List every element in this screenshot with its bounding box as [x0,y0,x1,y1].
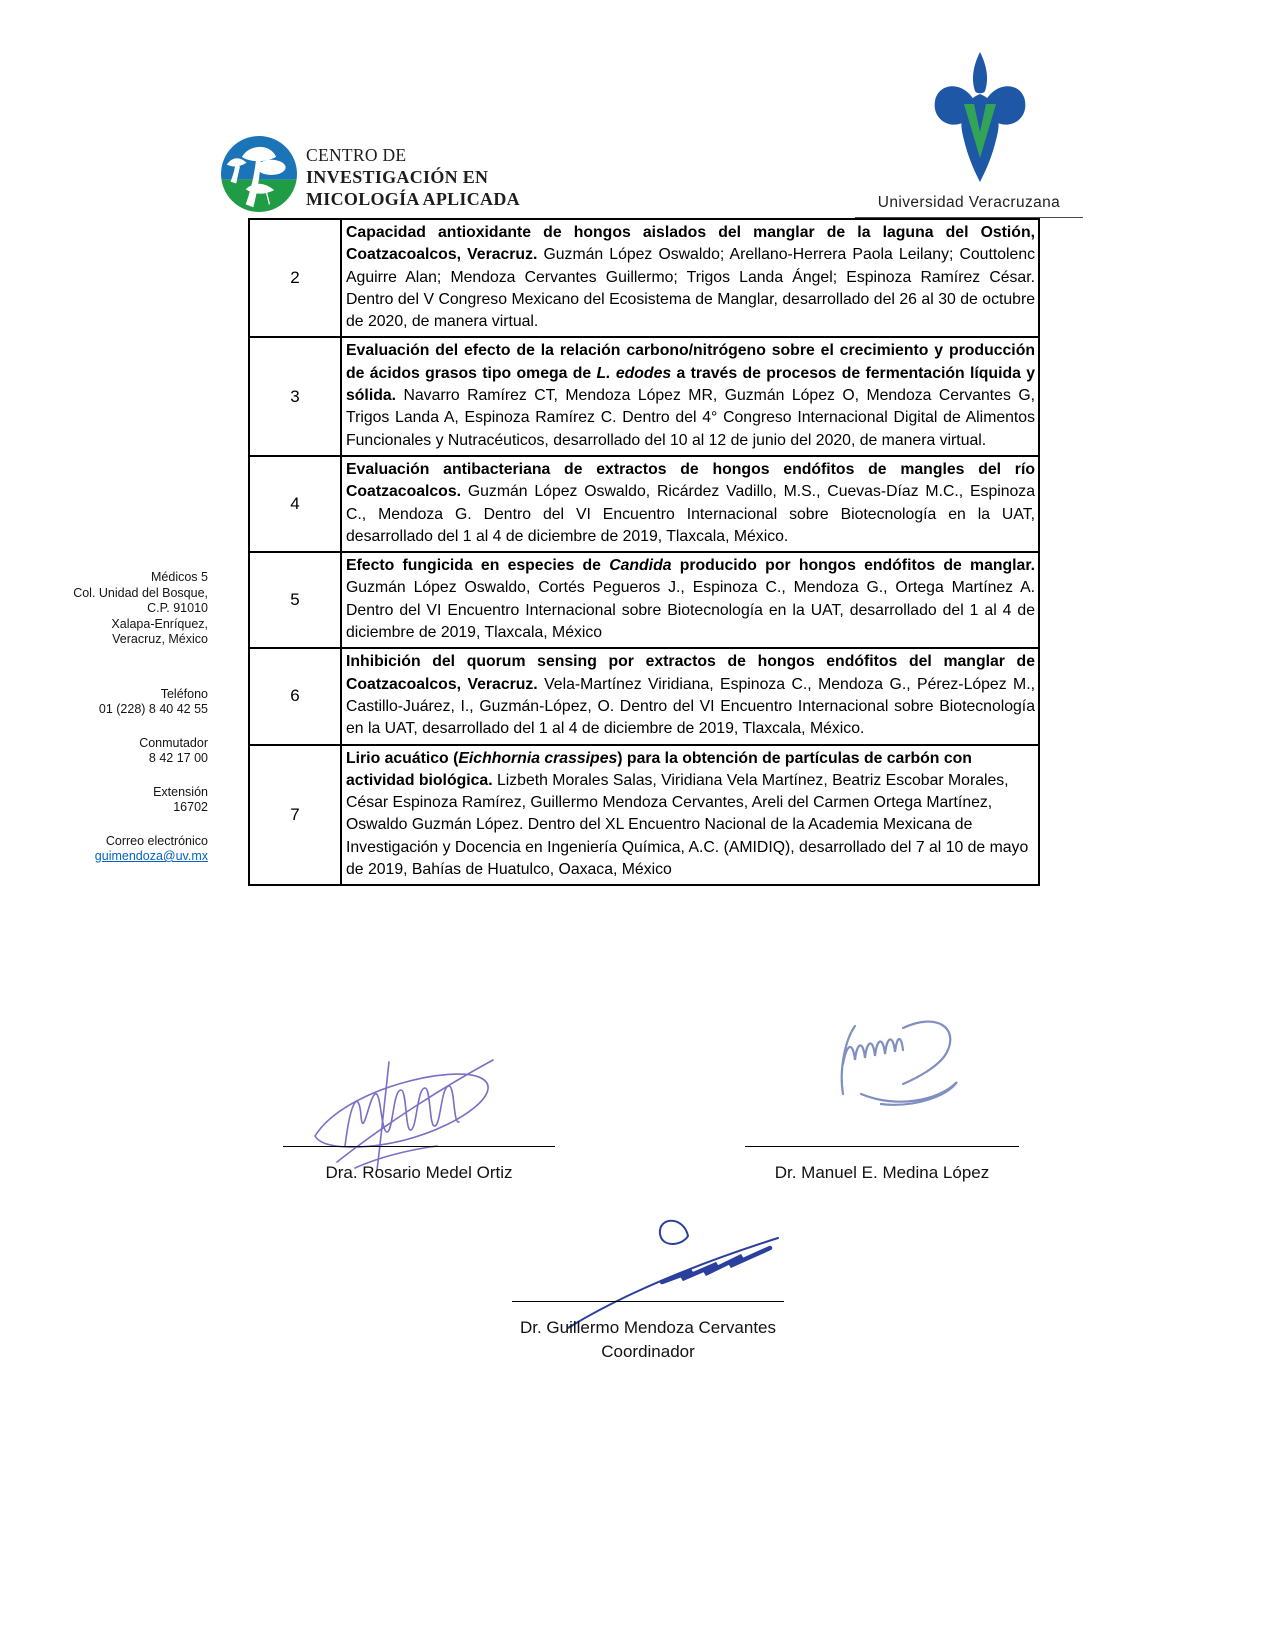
address-line: Xalapa-Enríquez, [111,616,208,631]
entry-title-text: producido por hongos endófitos de manglar. [671,557,1035,575]
table-row [249,552,1039,648]
cima-title-line: INVESTIGACIÓN EN [306,167,489,187]
row-number: 4 [249,456,341,552]
row-number: 3 [249,337,341,455]
entry-title-text: Eichhornia crassipes [458,749,618,767]
entry-detail-text: Lizbeth Morales Salas, Viridiana Vela Martínez, Beatriz Escobar Morales, César Espinoza Ramírez, Guillermo Mendoza Cervantes, Areli del Carmen Ortega Martínez, Oswaldo Guzmán López. Dentro del XL Encuentro Nacional de la Academia Mexicana de Investigación y Docencia en Ingeniería Química, A.C. (AMIDIQ), desarrollado del 7 al 10 de mayo de 2019, Bahías de Huatulco, Oaxaca, México [346,771,1029,879]
signature-line [283,1146,555,1147]
cima-mushroom-logo [221,136,297,212]
entry-title-text: Evaluación antibacteriana de extractos de hongos endófitos de mangles del río Coatzacoalcos. [346,460,1035,501]
publication-entry [341,552,1039,648]
cima-title-line: MICOLOGÍA APLICADA [306,189,520,209]
entry-detail-text: Guzmán López Oswaldo, Cortés Pegueros J., Espinoza C., Mendoza G., Ortega Martínez A. Dentro del VI Encuentro Internacional sobre Biotecnología en la UAT, desarrollado del 1 al 4 de diciembre de 2019, Tlaxcala, México [346,579,1035,642]
row-number: 6 [249,648,341,744]
signature-scribble-manuel [795,998,980,1116]
row-number: 5 [249,552,341,648]
table-row [249,745,1039,886]
entry-title-text: Capacidad antioxidante de hongos aislados del manglar de la laguna del Ostión, Coatzacoalcos, Veracruz. [346,224,1035,264]
table-row [249,219,1039,337]
entry-title-text: Inhibición del quorum sensing por extractos de hongos endófitos del manglar de Coatzacoalcos, Veracruz. [346,653,1035,693]
address-line: C.P. 91010 [147,601,208,615]
signature-block-left [283,1146,555,1183]
entry-title-text: Lirio acuático ( [346,749,459,767]
entry-title-text: Evaluación del efecto de la relación carbono/nitrógeno sobre el crecimiento y producción de ácidos grasos tipo omega de [346,342,1035,382]
publication-entry [341,745,1039,886]
publication-entry [341,337,1039,455]
email-label: Correo electrónico [105,833,208,848]
entry-detail-text: Vela-Martínez Viridiana, Espinoza C., Mendoza G., Pérez-López M., Castillo-Juárez, I., Guzmán-López, O. Dentro del VI Encuentro Internacional sobre Biotecnología en la UAT, desarrollado del 1 al 4 de diciembre de 2019, Tlaxcala, México. [346,675,1035,738]
entry-detail-text: Navarro Ramírez CT, Mendoza López MR, Guzmán López O, Mendoza Cervantes G, Trigos Landa A, Espinoza Ramírez C. Dentro del 4° Congreso Internacional Digital de Alimentos Funcionales y Nutracéuticos, desarrollado del 10 al 12 de junio del 2020, de manera virtual. [346,387,1035,449]
cima-title [306,144,520,210]
switchboard-value: 8 42 17 00 [148,751,208,765]
phone-label: Teléfono [160,686,208,701]
extension-value: 16702 [173,800,208,814]
table-row [249,456,1039,552]
entry-title-text: ) para la obtención de partículas de carbón con actividad biológica. [346,749,972,789]
entry-detail-text: Guzmán López Oswaldo; Arellano-Herrera Paola Leilany; Couttolenc Aguirre Alan; Mendoza Cervantes Guillermo; Trigos Landa Ángel; Espinoza Ramírez César. Dentro del V Congreso Mexicano del Ecosistema de Manglar, desarrollado del 26 al 30 de octubre de 2020, de manera virtual. [346,246,1035,331]
address-line: Médicos 5 [151,570,208,584]
table-row [249,337,1039,455]
signatory-name: Dr. Manuel E. Medina López [774,1163,990,1182]
row-number: 2 [249,219,341,337]
entry-title-text: Candida [609,557,672,575]
address-line: Veracruz, México [112,632,208,646]
signatory-role: Coordinador [601,1342,695,1361]
extension-label: Extensión [153,784,208,799]
publications-table [248,218,1040,886]
table-row [249,648,1039,744]
publication-entry [341,219,1039,337]
entry-title-text: a través de procesos de fermentación líquida y sólida. [346,364,1036,405]
uv-fleur-de-lis-logo [930,52,1030,192]
address-block [50,570,208,648]
publications-table-body [249,219,1039,885]
cima-title-line: CENTRO DE [306,145,407,165]
entry-title-text: L. edodes [596,364,672,382]
row-number: 7 [249,745,341,886]
entry-title-text: Efecto fungicida en especies de [346,557,610,575]
email-link[interactable]: guimendoza@uv.mx [94,849,208,863]
publication-entry [341,456,1039,552]
uv-wordmark: Universidad Veracruzana [855,194,1083,218]
signatory-name: Dra. Rosario Medel Ortiz [325,1163,513,1182]
switchboard-label: Conmutador [139,735,208,750]
phone-value: 01 (228) 8 40 42 55 [98,702,208,716]
publication-entry [341,648,1039,744]
signature-line [512,1301,784,1302]
address-line: Col. Unidad del Bosque, [73,585,208,600]
signature-block-coordinator [512,1301,784,1362]
contact-sidebar [50,570,208,865]
signatory-name: Dr. Guillermo Mendoza Cervantes [519,1318,777,1337]
signature-block-right [745,1146,1019,1183]
signature-line [745,1146,1019,1147]
entry-detail-text: Guzmán López Oswaldo, Ricárdez Vadillo, M.S., Cuevas-Díaz M.C., Espinoza C., Mendoza G. Dentro del VI Encuentro Internacional sobre Biotecnología en la UAT, desarrollado del 1 al 4 de diciembre de 2019, Tlaxcala, México. [346,483,1035,545]
